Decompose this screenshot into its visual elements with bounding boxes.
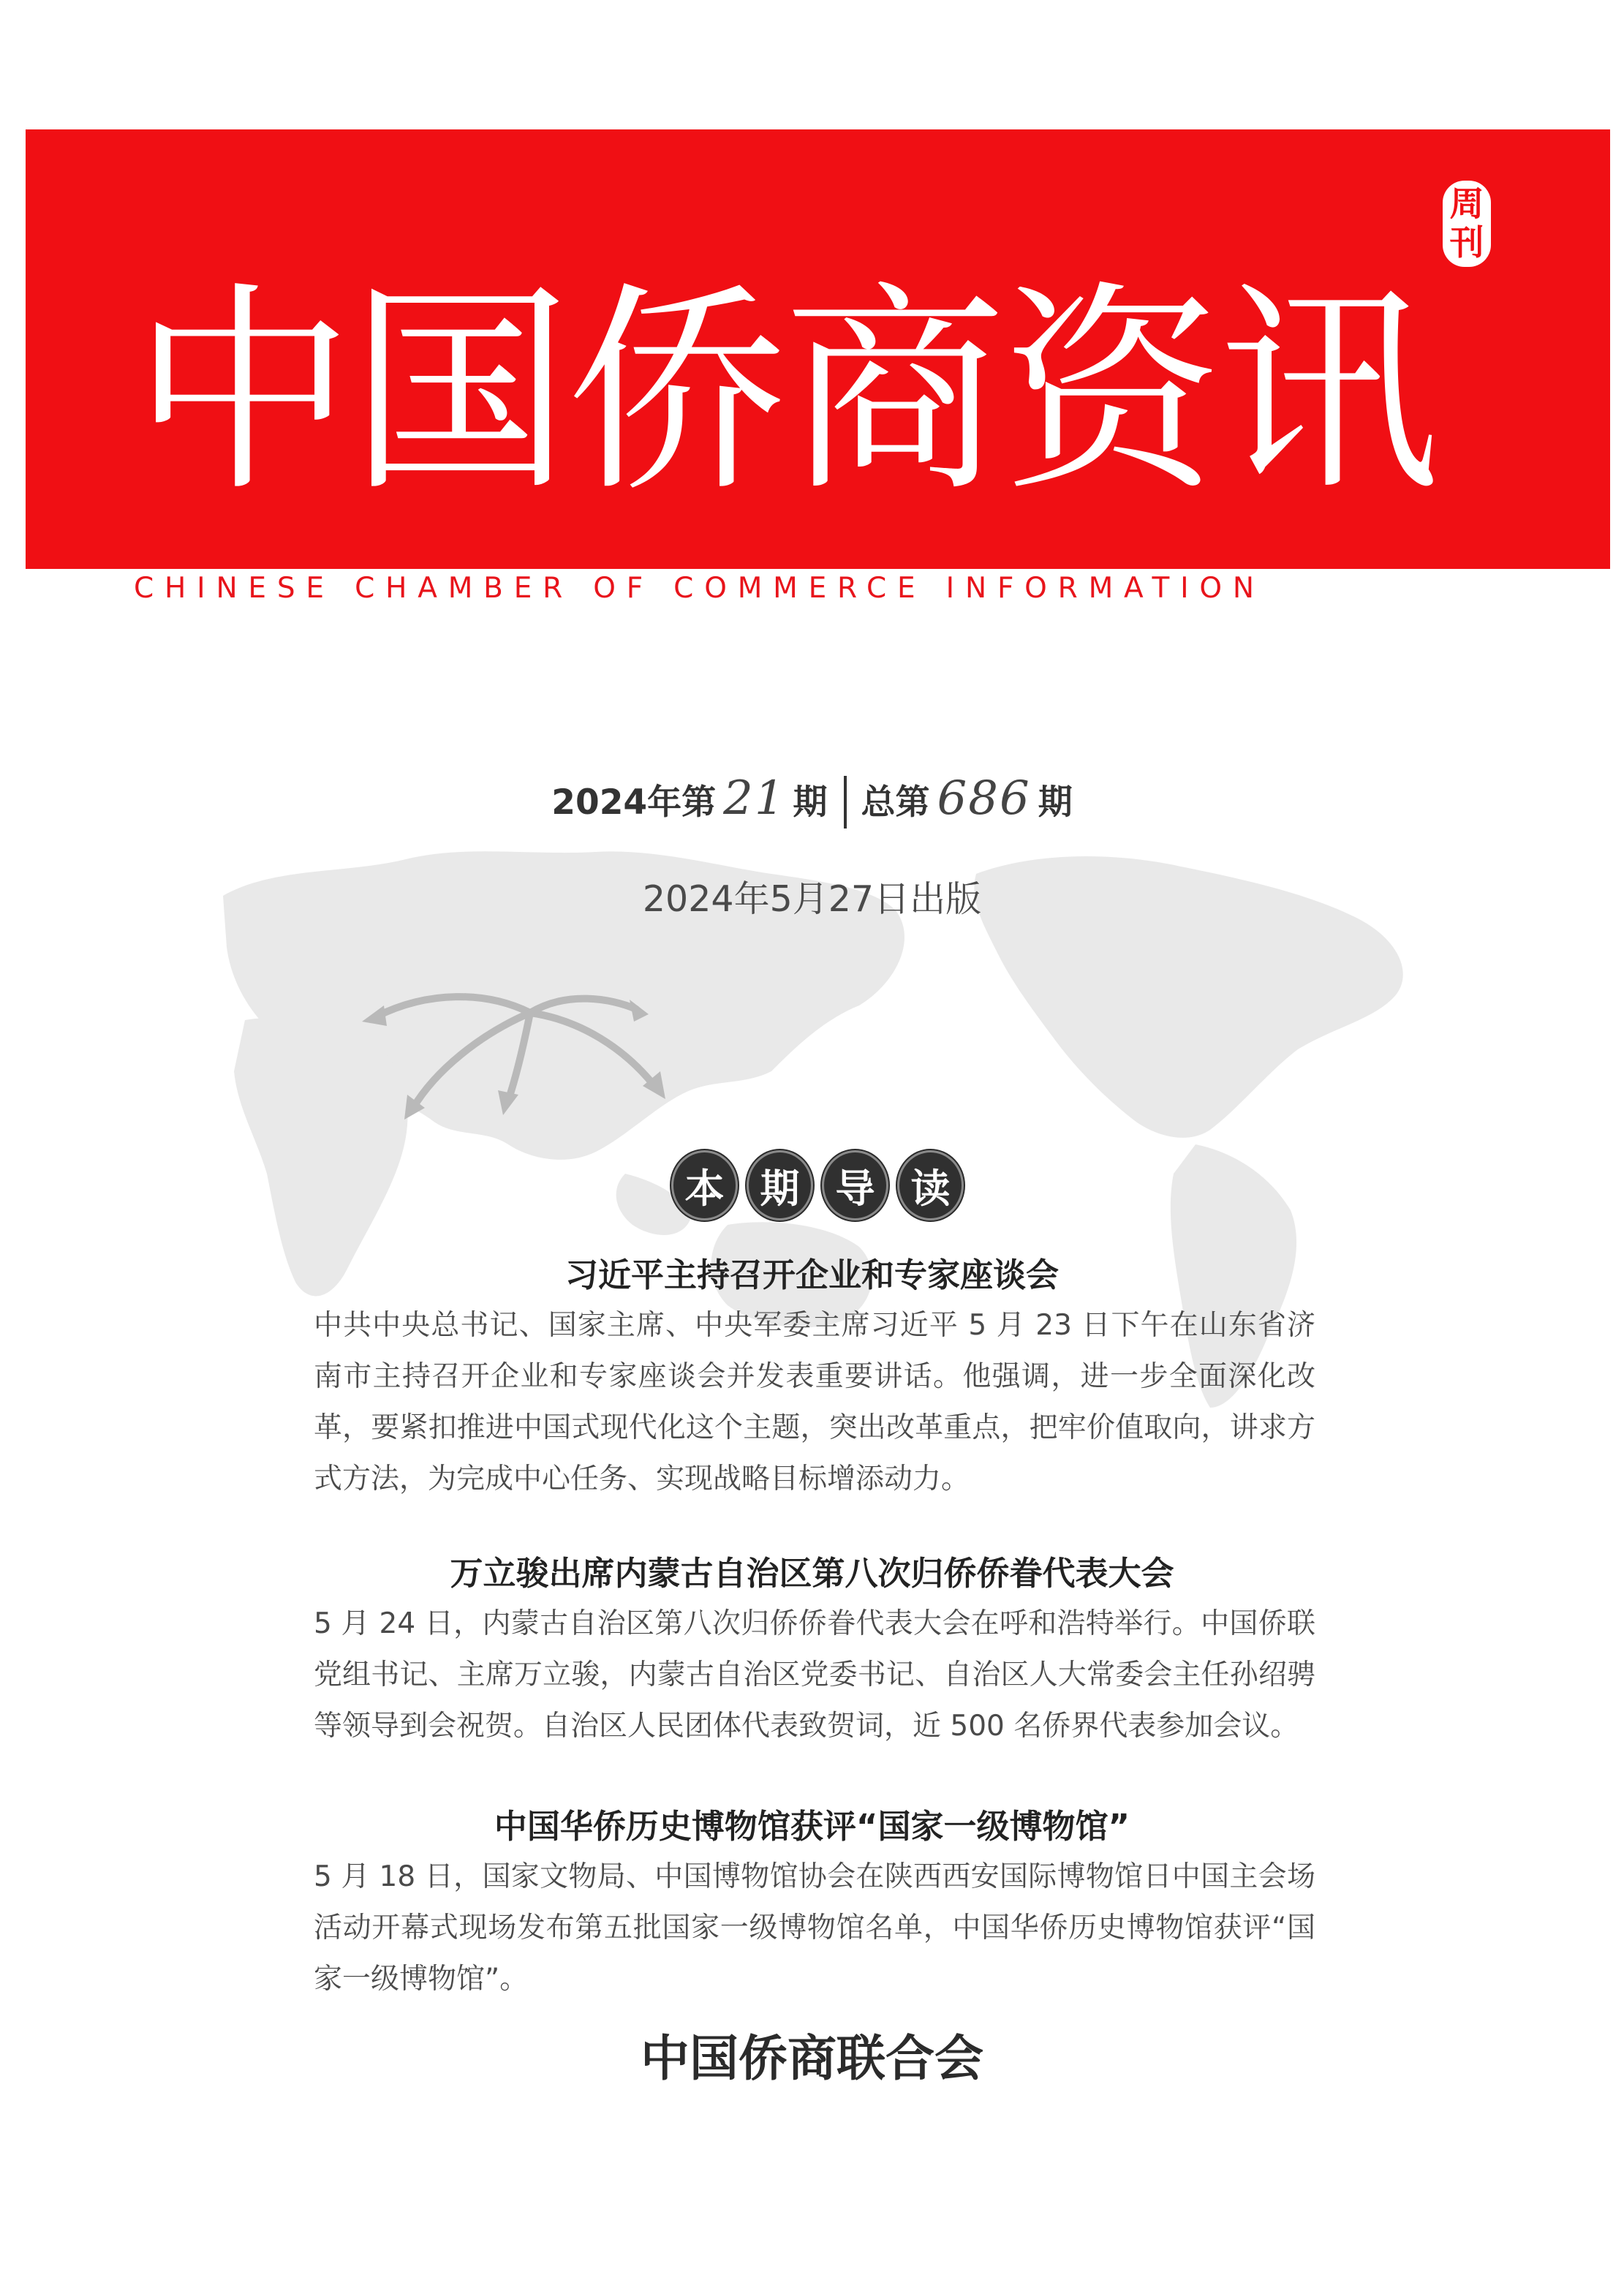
section-badge	[671, 1150, 964, 1220]
weekly-seal	[1443, 181, 1491, 267]
issue-number: 21	[723, 771, 786, 826]
masthead-title: 中国侨商资讯	[132, 264, 1435, 521]
badge-char: 期	[747, 1150, 813, 1220]
badge-char: 导	[822, 1150, 888, 1220]
article-3-body: 5 月 18 日，国家文物局、中国博物馆协会在陕西西安国际博物馆日中国主会场活动开幕式现场发布第五批国家一级博物馆名单，中国华侨历史博物馆获评“国家一级博物馆”。	[314, 1860, 1315, 1996]
issue-line	[0, 766, 1624, 831]
article-1-title: 习近平主持召开企业和专家座谈会	[564, 1256, 1059, 1294]
issue-suffix: 期	[793, 782, 828, 823]
total-prefix: 总第	[861, 782, 930, 823]
issue-divider	[844, 776, 847, 829]
badge-char: 读	[897, 1150, 964, 1220]
publication-date: 2024年5月27日出版	[642, 878, 982, 920]
article-3-title: 中国华侨历史博物馆获评“国家一级博物馆”	[494, 1807, 1130, 1846]
article-2-title: 万立骏出席内蒙古自治区第八次归侨侨眷代表大会	[450, 1554, 1174, 1593]
badge-char: 本	[671, 1150, 738, 1220]
publisher-name: 中国侨商联合会	[641, 2030, 983, 2087]
total-issue-number: 686	[937, 771, 1031, 826]
article-1-body: 中共中央总书记、国家主席、中央军委主席习近平 5 月 23 日下午在山东省济南市主持召开企业和专家座谈会并发表重要讲话。他强调，进一步全面深化改革，要紧扣推进中国式现代化这个主题，突出改革重点，把牢价值取向，讲求方式方法，为完成中心任务、实现战略目标增添动力。	[314, 1309, 1315, 1495]
total-suffix: 期	[1038, 782, 1073, 823]
article-2-body: 5 月 24 日，内蒙古自治区第八次归侨侨眷代表大会在呼和浩特举行。中国侨联党组书记、主席万立骏，内蒙古自治区党委书记、自治区人大常委会主任孙绍骋等领导到会祝贺。自治区人民团体代表致贺词，近 500 名侨界代表参加会议。	[314, 1607, 1315, 1743]
seal-char-2: 刊	[1449, 223, 1484, 263]
seal-char-1: 周	[1449, 184, 1484, 224]
masthead-subtitle: CHINESE CHAMBER OF COMMERCE INFORMATION	[134, 572, 1265, 605]
issue-year-label: 2024年第	[551, 782, 717, 823]
